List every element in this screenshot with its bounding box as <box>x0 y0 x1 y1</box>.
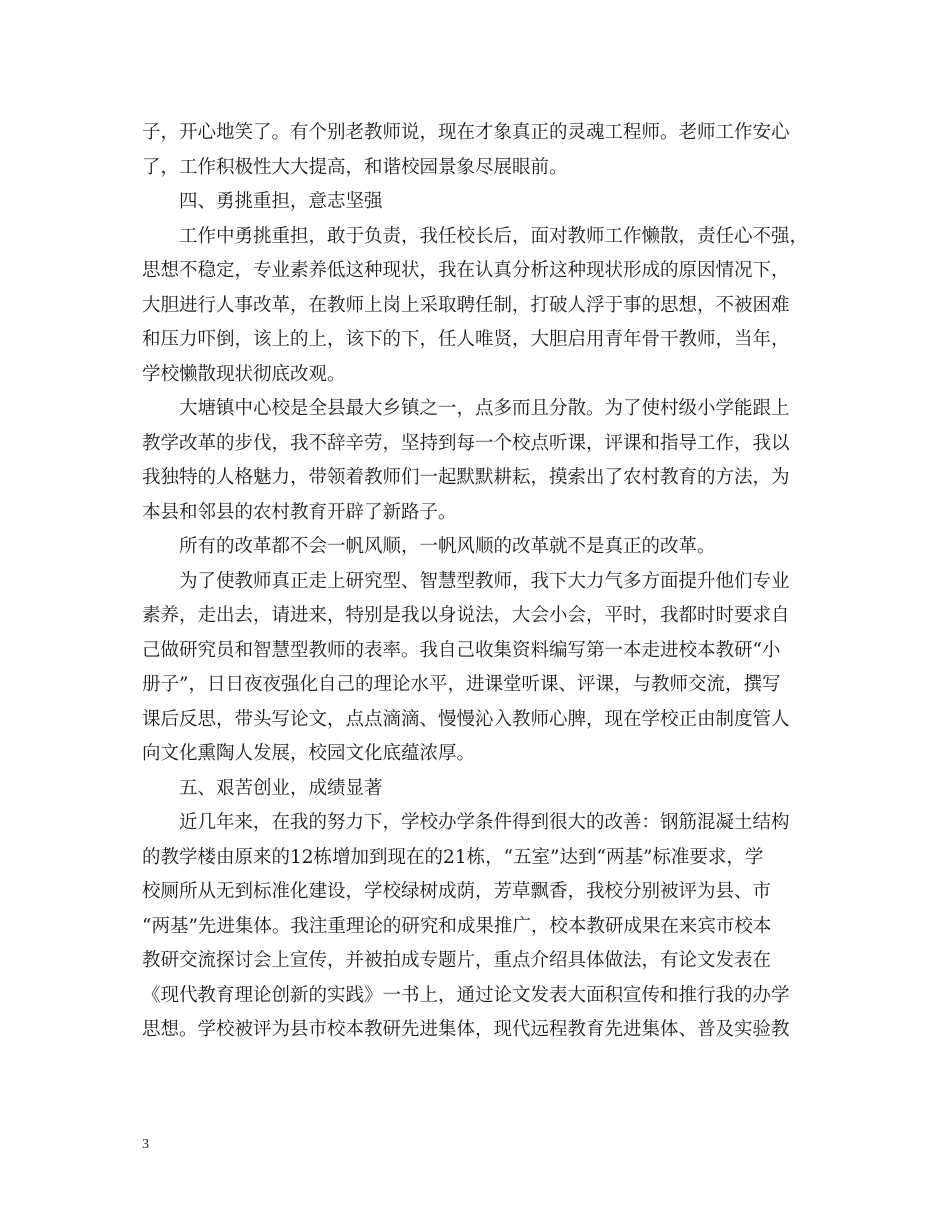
text-line: 所有的改革都不会一帆风顺，一帆风顺的改革就不是真正的改革。 <box>179 536 716 557</box>
text-line: 为了使教师真正走上研究型、智慧型教师，我下大力气多方面提升他们专业 <box>179 570 790 592</box>
text-line: 近几年来，在我的努力下，学校办学条件得到很大的改善：钢筋混凝土结构 <box>179 812 790 833</box>
text-line: 工作中勇挑重担，敢于负责，我任校长后，面对教师工作懒散，责任心不强， <box>179 225 809 247</box>
text-line: 的教学楼由原来的12栋增加到现在的21栋，“五室”达到“两基”标准要求，学 <box>142 846 764 868</box>
text-line: 教学改革的步伐，我不辞辛劳，坚持到每一个校点听课，评课和指导工作，我以 <box>142 432 790 454</box>
text-line: 大胆进行人事改革，在教师上岗上采取聘任制，打破人浮于事的思想，不被困难 <box>142 294 790 316</box>
text-line: 《现代教育理论创新的实践》一书上，通过论文发表大面积宣传和推行我的办学 <box>142 984 790 1006</box>
text-line: 课后反思，带头写论文，点点滴滴、慢慢沁入教师心脾，现在学校正由制度管人 <box>142 708 790 730</box>
text-line: 己做研究员和智慧型教师的表率。我自己收集资料编写第一本走进校本教研“小 <box>142 639 781 661</box>
page-number: 3 <box>142 1137 149 1152</box>
text-line: 和压力吓倒，该上的上，该下的下，任人唯贤，大胆启用青年骨干教师，当年， <box>142 329 790 350</box>
text-line: 四、勇挑重担，意志坚强 <box>179 191 383 212</box>
document-body <box>142 116 810 1048</box>
text-line: 学校懒散现状彻底改观。 <box>142 363 346 385</box>
text-line: 教研交流探讨会上宣传，并被拍成专题片，重点介绍具体做法，有论文发表在 <box>142 950 772 971</box>
text-line: 子，开心地笑了。有个别老教师说，现在才象真正的灵魂工程师。老师工作安心 <box>142 122 790 143</box>
text-line: 册子”，日日夜夜强化自己的理论水平，进课堂听课、评课，与教师交流，撰写 <box>142 674 781 695</box>
text-line: 了，工作积极性大大提高，和谐校园景象尽展眼前。 <box>142 156 568 178</box>
text-line: 五、艰苦创业，成绩显著 <box>179 777 383 799</box>
text-line: 思想。学校被评为县市校本教研先进集体，现代远程教育先进集体、普及实验教 <box>142 1019 790 1040</box>
text-line: 大塘镇中心校是全县最大乡镇之一，点多而且分散。为了使村级小学能跟上 <box>179 398 790 419</box>
text-line: 向文化熏陶人发展，校园文化底蕴浓厚。 <box>142 743 476 764</box>
text-line: 我独特的人格魅力，带领着教师们一起默默耕耘，摸索出了农村教育的方法，为 <box>142 467 790 488</box>
text-line: “两基”先进集体。我注重理论的研究和成果推广，校本教研成果在来宾市校本 <box>142 915 772 937</box>
text-line: 本县和邻县的农村教育开辟了新路子。 <box>142 501 457 523</box>
text-line: 校厕所从无到标准化建设，学校绿树成荫，芳草飘香，我校分别被评为县、市 <box>142 881 772 902</box>
text-line: 思想不稳定，专业素养低这种现状，我在认真分析这种现状形成的原因情况下， <box>142 260 790 281</box>
text-line: 素养，走出去，请进来，特别是我以身说法，大会小会，平时，我都时时要求自 <box>142 605 790 626</box>
